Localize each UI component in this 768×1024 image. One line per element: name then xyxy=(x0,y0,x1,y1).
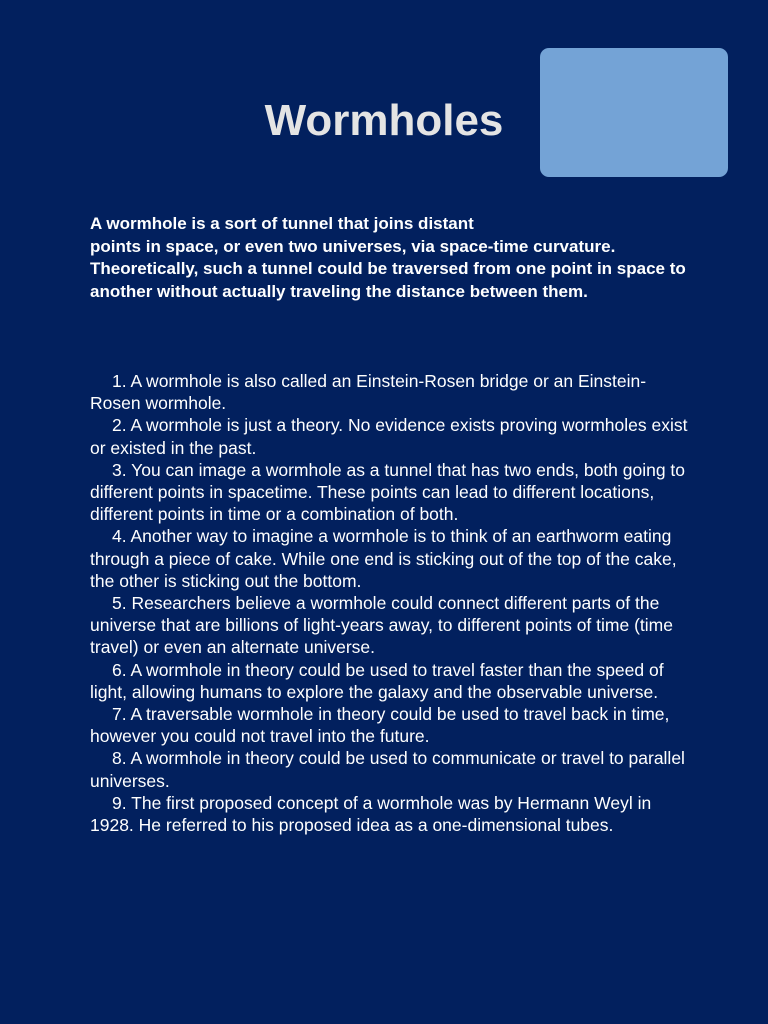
intro-line-2: points in space, or even two universes, via space-time curvature. Theoretically, such a tunnel could be traversed from one point in space to another without actually traveling the distance between them. xyxy=(90,236,686,301)
fact-item: 1. A wormhole is also called an Einstein-Rosen bridge or an Einstein-Rosen wormhole. xyxy=(90,371,647,414)
fact-item: 4. Another way to imagine a wormhole is to think of an earthworm eating through a piece of cake. While one end is sticking out of the top of the cake, the other is sticking out the bottom. xyxy=(90,526,677,591)
intro-line-1: A wormhole is a sort of tunnel that joins distant xyxy=(90,214,474,233)
fact-item: 5. Researchers believe a wormhole could connect different parts of the universe that are billions of light-years away, to different points of time (time travel) or even an alternate universe. xyxy=(90,593,673,658)
fact-item: 2. A wormhole is just a theory. No evidence exists proving wormholes exist or existed in the past. xyxy=(90,415,688,458)
intro-paragraph xyxy=(90,213,690,303)
fact-item: 8. A wormhole in theory could be used to communicate or travel to parallel universes. xyxy=(90,748,685,791)
fact-item: 3. You can image a wormhole as a tunnel that has two ends, both going to different points in spacetime. These points can lead to different locations, different points in time or a combination of both. xyxy=(90,459,686,525)
fact-item: 9. The first proposed concept of a wormhole was by Hermann Weyl in 1928. He referred to his proposed idea as a one-dimensional tubes. xyxy=(90,792,652,836)
fact-item: 6. A wormhole in theory could be used to travel faster than the speed of light, allowing humans to explore the galaxy and the observable universe. xyxy=(90,659,664,702)
page-title: Wormholes xyxy=(264,96,504,145)
facts-list xyxy=(90,370,690,836)
fact-item: 7. A traversable wormhole in theory could be used to travel back in time, however you could not travel into the future. xyxy=(90,704,670,747)
